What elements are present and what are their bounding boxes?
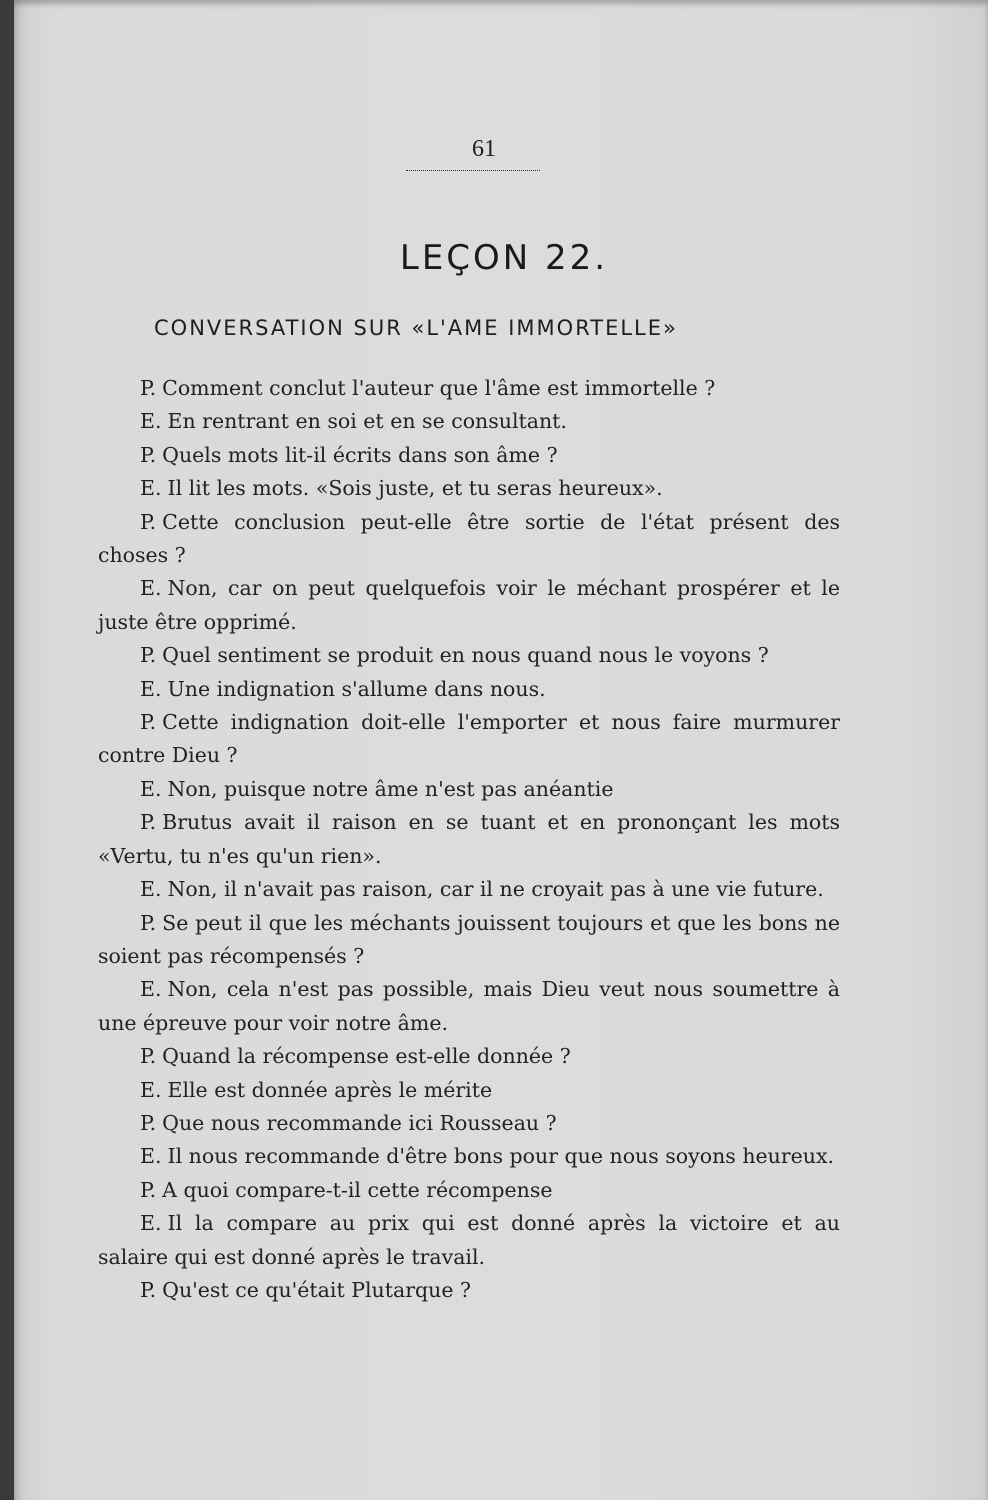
line-text: Quel sentiment se produit en nous quand nous le voyons ? — [162, 643, 769, 668]
dialogue-line — [98, 372, 840, 405]
dialogue-line — [98, 673, 840, 706]
conversation-subtitle: CONVERSATION SUR «L'AME IMMORTELLE» — [154, 316, 678, 340]
line-text: Une indignation s'allume dans nous. — [167, 676, 546, 701]
dialogue-line — [98, 472, 840, 505]
dialogue-line — [98, 1274, 840, 1307]
line-text: Quels mots lit-il écrits dans son âme ? — [162, 442, 558, 467]
line-text: En rentrant en soi et en se consultant. — [167, 409, 567, 434]
speaker-label: E. — [140, 1077, 162, 1102]
dialogue-line — [98, 907, 840, 974]
speaker-label: E. — [140, 1211, 162, 1236]
speaker-label: P. — [140, 1277, 157, 1302]
dialogue-line — [98, 773, 840, 806]
speaker-label: E. — [140, 977, 162, 1002]
dialogue-line — [98, 506, 840, 573]
speaker-label: E. — [140, 1144, 162, 1169]
speaker-label: P. — [140, 710, 157, 735]
line-text: Non, il n'avait pas raison, car il ne croyait pas à une vie future. — [167, 877, 824, 902]
line-text: Non, cela n'est pas possible, mais Dieu veut nous soumettre à une épreuve pour voir notre âme. — [98, 977, 840, 1035]
line-text: Se peut il que les méchants jouissent toujours et que les bons ne soient pas récompensés ? — [98, 910, 840, 968]
speaker-label: P. — [140, 1177, 157, 1202]
line-text: Quand la récompense est-elle donnée ? — [162, 1044, 571, 1069]
line-text: Il lit les mots. «Sois juste, et tu seras heureux». — [167, 476, 663, 501]
dialogue-line — [98, 1140, 840, 1173]
dialogue-line — [98, 1174, 840, 1207]
page-number: 61 — [472, 136, 496, 162]
speaker-label: E. — [140, 576, 162, 601]
line-text: Il nous recommande d'être bons pour que nous soyons heureux. — [167, 1144, 835, 1169]
dialogue-line — [98, 1040, 840, 1073]
line-text: Comment conclut l'auteur que l'âme est immortelle ? — [162, 376, 716, 400]
speaker-label: P. — [140, 509, 157, 534]
speaker-label: E. — [140, 877, 162, 902]
lesson-title: LEÇON 22. — [399, 238, 609, 278]
book-page — [14, 0, 988, 1500]
line-text: Que nous recommande ici Rousseau ? — [162, 1110, 557, 1135]
dialogue-line — [98, 639, 840, 672]
speaker-label: P. — [140, 910, 157, 935]
line-text: Il la compare au prix qui est donné après la victoire et au salaire qui est donné après le travail. — [98, 1211, 840, 1269]
line-text: Cette indignation doit-elle l'emporter et nous faire murmurer contre Dieu ? — [98, 710, 840, 768]
speaker-label: P. — [140, 376, 157, 400]
speaker-label: E. — [140, 676, 162, 701]
dialogue-line — [98, 706, 840, 773]
line-text: Brutus avait il raison en se tuant et en prononçant les mots «Vertu, tu n'es qu'un rien». — [98, 810, 840, 868]
dialogue-line — [98, 873, 840, 906]
line-text: Cette conclusion peut-elle être sortie de l'état présent des choses ? — [98, 509, 840, 568]
dialogue-line — [98, 973, 840, 1040]
line-text: Non, car on peut quelquefois voir le méchant prospérer et le juste être opprimé. — [98, 576, 840, 634]
speaker-label: E. — [140, 776, 162, 801]
dialogue-line — [98, 1074, 840, 1107]
dialogue-line — [98, 439, 840, 472]
dialogue-line — [98, 806, 840, 873]
page-number-rule — [406, 170, 540, 171]
dialogue-line — [98, 1107, 840, 1140]
speaker-label: E. — [140, 476, 162, 501]
line-text: Qu'est ce qu'était Plutarque ? — [162, 1277, 471, 1302]
dialogue-line — [98, 572, 840, 639]
dialogue-body — [98, 372, 840, 1307]
dialogue-line — [98, 1207, 840, 1274]
speaker-label: P. — [140, 442, 157, 467]
speaker-label: P. — [140, 1044, 157, 1069]
speaker-label: P. — [140, 1110, 157, 1135]
speaker-label: E. — [140, 409, 162, 434]
line-text: Elle est donnée après le mérite — [167, 1077, 493, 1102]
speaker-label: P. — [140, 643, 157, 668]
line-text: Non, puisque notre âme n'est pas anéantie — [167, 776, 614, 801]
speaker-label: P. — [140, 810, 157, 835]
dialogue-line — [98, 405, 840, 438]
line-text: A quoi compare-t-il cette récompense — [162, 1177, 553, 1202]
